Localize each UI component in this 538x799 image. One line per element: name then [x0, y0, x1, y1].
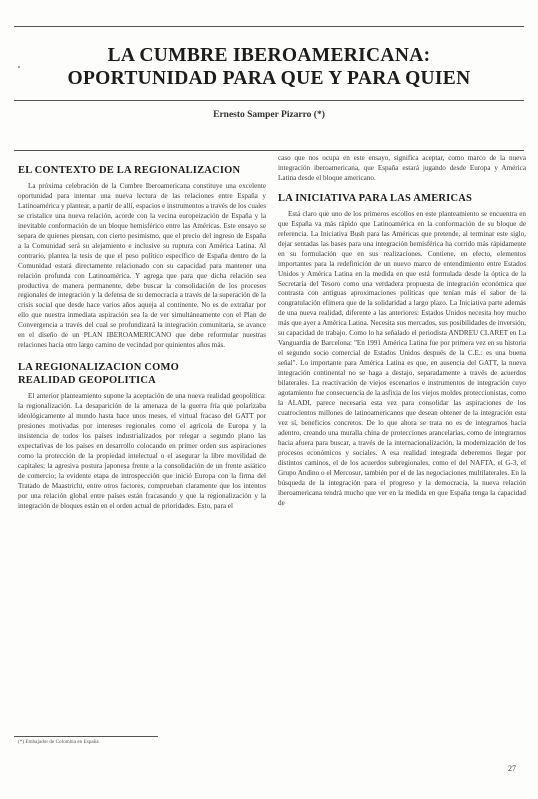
section-spacer — [18, 351, 266, 361]
section-heading-contexto: EL CONTEXTO DE LA REGIONALIZACION — [18, 165, 241, 176]
heading-line-1: LA REGIONALIZACION COMO — [18, 362, 179, 374]
heading-line-2: REALIDAD GEOPOLITICA — [18, 375, 156, 387]
section-heading-iniciativa: LA INICIATIVA PARA LAS AMERICAS — [278, 192, 473, 204]
continued-text: caso que nos ocupa en este ensayo, significa aceptar, como marco de la nueva integración iberoamericana, que España estará jugando desde Europa y América Latina desde el bloque americano. — [278, 154, 526, 182]
section-heading-regionalizacion — [18, 361, 266, 387]
section-spacer — [278, 184, 526, 192]
title-line-2: OPORTUNIDAD PARA QUE Y PARA QUIEN — [67, 68, 471, 89]
section-text-regionalizacion: El anterior planteamiento supone la aceptación de una nueva realidad geopolítica: la regionalización. La desaparición de la amenaza de la guerra fría que polarizaba ideológicamente al mundo hasta hace unos meses, el virtual fracaso del GATT por presiones motivadas por intereses regionales como el agrícola de Europa y la insistencia de todos los países industrializados por relegar a segundo plano las expectativas de los países en desarrollo colocando en primer orden sus aspiraciones como la protección de la propiedad intelectual o el asegurar la libre movilidad de capitales; la agresiva postura japonesa frente a la consolidación de un frente asiático de comercio; la evidente etapa de introspección que inició Europa con la firma del Tratado de Maastricht, entre otros factores, comprueban claramente que los intentos por una relación global entre países están fracasando y que la regionalización y la integración de bloques están en el orden actual de prioridades. Esto, para el — [18, 392, 266, 510]
footnote-rule — [14, 736, 158, 737]
left-column — [18, 164, 266, 512]
author-rule — [14, 150, 524, 151]
article-title — [20, 44, 518, 90]
title-rule — [14, 100, 524, 101]
top-rule — [14, 26, 524, 27]
footnote: (*) Embajador de Colombia en España — [18, 739, 99, 745]
section-text-contexto: La próxima celebración de la Cumbre Iberoamericana constituye una excelente oportunidad para intentar una nueva lectura de las relaciones entre España y Latinoamérica y plantear, a partir de allí, espacios e instrumentos a través de los cuales se cristalice una nueva relación, acorde con la vecina europeización de España y la inevitable conformación de un bloque hemisférico entre las Américas. Este ensayo se separa de quienes piensan, con cierto pesimismo, que el precio del ingreso de España a la Comunidad será su alejamiento e inclusive su ruptura con América Latina. Al contrario, plantea la tesis de que el peso político específico de España dentro de la Comunidad estará directamente relacionado con su capacidad para mantener una relación profunda con Latinoamérica. Y agrega que para que dicha relación sea productiva de manera permanente, debe buscar la consolidación de los procesos regionales de integración y la defensa de su democracia a través de la superación de la crisis social que desde hace varios años aqueja al continente. No es de extrañar por ello que nuestra inmediata aspiración sea la de ver simultáneamente con el Plan de Convergencia a través del cual se profundizará la integración comunitaria, se avance en el diseño de un PLAN IBEROAMERICANO que debe reformular nuestras relaciones hacia otro largo camino de vecindad por quinientos años más. — [18, 182, 266, 350]
right-column — [278, 154, 526, 508]
author-byline: Ernesto Samper Pizarro (*) — [213, 110, 325, 120]
title-line-1: LA CUMBRE IBEROAMERICANA: — [107, 45, 431, 66]
section-text-iniciativa: Está claro que uno de los primeros escollos en este planteamiento se encuentra en que España va más rápido que Latinoamérica en la conformación de su bloque de referencia. La Iniciativa Bush para las Américas que pretende, al terminar este siglo, dejar sentadas las bases para una integración hemisférica ha corrido más rápidamente en su formulación que en sus realizaciones. Contiene, en efecto, elementos importantes para la redefinición de un nuevo marco de entendimiento entre Estados Unidos y América Latina en la medida en que está formulada desde la óptica de la Secretaría del Tesoro como una verdadera propuesta de integración económica que contrasta con antiguas aproximaciones políticas que tenían más el sabor de la congratulación efímera que de la solidaridad a largo plazo. La Iniciativa parte además de una nueva realidad, diferente a las anteriores: Estados Unidos necesita hoy mucho más que ayer a América Latina. Necesita sus mercados, sus posibilidades de inversión, su capacidad de trabajo. Como lo ha señalado el periodista ANDREU CLARET en La Vanguardia de Barcelona: "En 1991 América Latina fue por primera vez en su historia el segundo socio comercial de Estados Unidos después de la C.E.: es una buena señal". Lo importante para América Latina es que, en ausencia del GATT, la nueva integración continental no se haga a destajo, separadamente a través de acuerdos bilaterales. La reactivación de viejos escenarios e instrumentos de integración cuyo agotamiento fue consecuencia de la asfixia de los viejos moldes proteccionistas, como la ALADI, parece necesaria esta vez para consolidar las aspiraciones de los cuatrocientos millones de latinoamericanos que desean obtener de la integración esta vez sí, beneficios concretos. De lo que ahora se trata no es de integrarnos hacia adentro, creando una muralla china de protecciones arancelarias, como de integrarnos hacia afuera para buscar, a través de la internacionalización, la modernización de los procesos económicos y sociales. A esa realidad integrada deberemos llegar por distintos caminos, el de los acuerdos subregionales, como el del NAFTA, el G-3, el Grupo Andino o el Mercosur, también por el de las negociaciones multilaterales. En la búsqueda de la integración para el progreso y la democracia, la nueva relación iberoamericana tendrá mucho que ver en la medida en que España tenga la capacidad de — [278, 209, 526, 507]
page-number: 27 — [508, 764, 516, 773]
